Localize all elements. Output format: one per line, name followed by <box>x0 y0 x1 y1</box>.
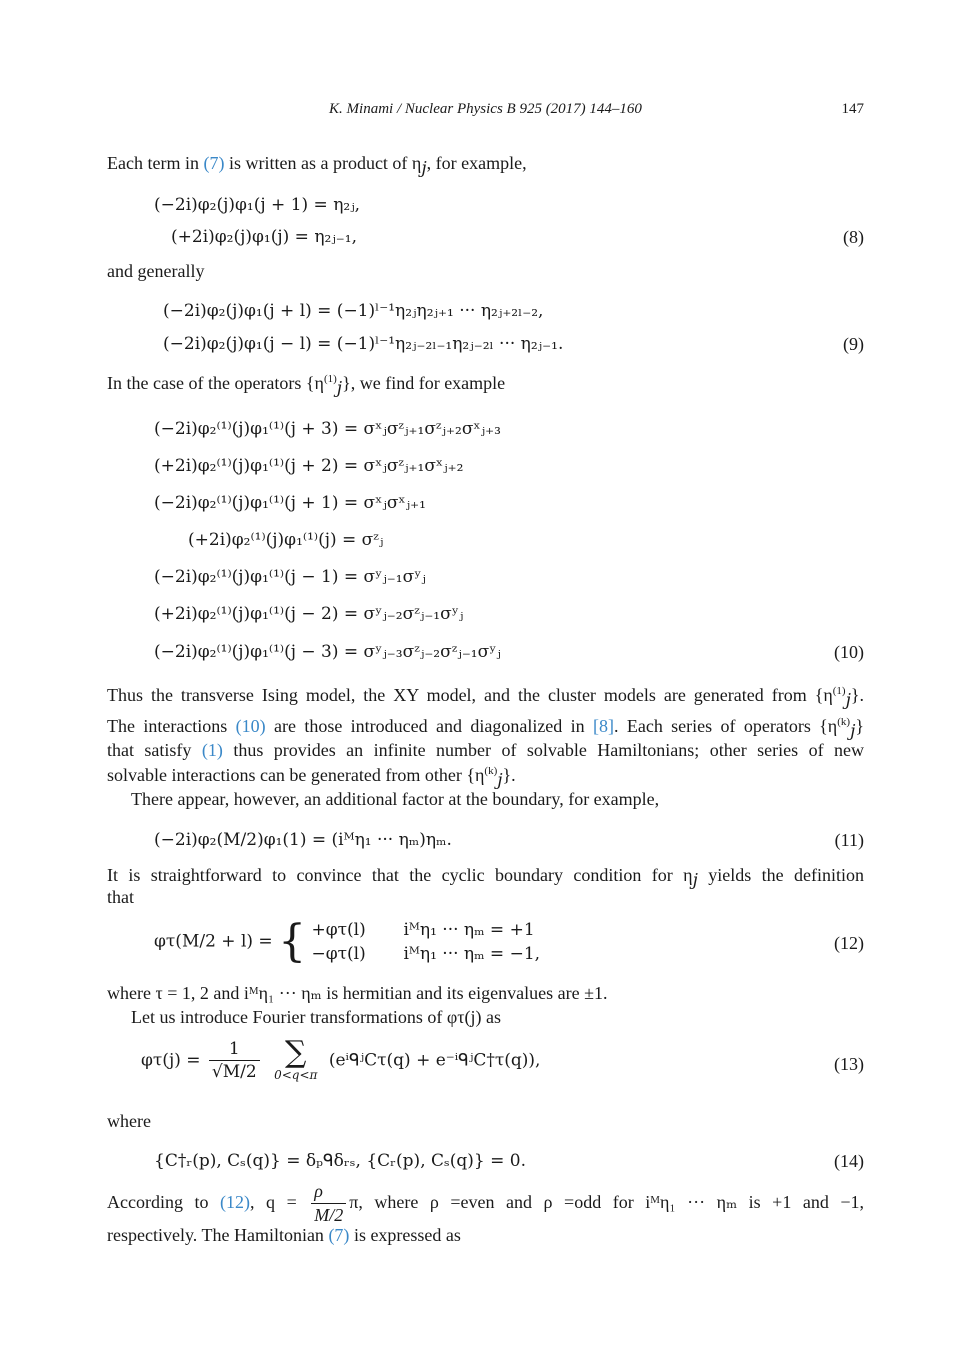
paragraph-models-line-2: The interactions (10) are those introduced and diagonalized in [8]. Each series of operators $\{\eta^{(k)}_j\}$ <box>107 716 864 742</box>
paragraph-boundary: There appear, however, an additional factor at the boundary, for example, <box>131 789 660 809</box>
equation-10-line-7: (−2i)φ₂⁽¹⁾(j)φ₁⁽¹⁾(j − 3) = σʸⱼ₋₃σᶻⱼ₋₂σᶻⱼ₋₁σʸⱼ <box>154 642 501 662</box>
paragraph-according-line-1: According to (12), q = $\frac{\rho}{M/2}$ π, where ρ =even and ρ =odd for iᴹη₁ ··· ηₘ is +1 and −1, <box>107 1180 864 1228</box>
running-title: K. Minami / Nuclear Physics B 925 (2017) 144–160 <box>329 101 642 117</box>
equation-12: φτ(M/2 + l) = { +φτ(l) iᴹη₁ ··· ηₘ = +1 −φτ(l) iᴹη₁ ··· ηₘ = −1, <box>154 916 541 967</box>
equation-10-line-6: (+2i)φ₂⁽¹⁾(j)φ₁⁽¹⁾(j − 2) = σʸⱼ₋₂σᶻⱼ₋₁σʸⱼ <box>154 604 464 624</box>
paragraph-cyclic-line-2: that <box>107 887 134 907</box>
equation-9-line-2: (−2i)φ₂(j)φ₁(j − l) = (−1)ˡ⁻¹η₂ⱼ₋₂ₗ₋₁η₂ⱼ₋₂ₗ ··· η₂ⱼ₋₁. <box>163 334 564 354</box>
equation-14: {C†ᵣ(p), Cₛ(q)} = δₚᑫδᵣₛ, {Cᵣ(p), Cₛ(q)} = 0. <box>154 1151 526 1171</box>
equation-link-7[interactable]: (7) <box>203 153 225 173</box>
paragraph-models-line-4: solvable interactions can be generated from other $\{\eta^{(k)}_j\}$. <box>107 765 516 791</box>
paragraph-models-line-3: that satisfy (1) thus provides an infinite number of solvable Hamiltonians; other series of new <box>107 740 864 760</box>
summation: ∑ 0<q<π <box>274 1035 318 1082</box>
equation-9-line-1: (−2i)φ₂(j)φ₁(j + l) = (−1)ˡ⁻¹η₂ⱼη₂ⱼ₊₁ ··· η₂ⱼ₊₂ₗ₋₂, <box>163 301 544 321</box>
equation-10-line-5: (−2i)φ₂⁽¹⁾(j)φ₁⁽¹⁾(j − 1) = σʸⱼ₋₁σʸⱼ <box>154 567 426 587</box>
equation-number-14: (14) <box>834 1151 864 1171</box>
fraction-rho: $\frac{\rho}{M/2}$ <box>311 1180 346 1228</box>
paragraph-fourier: Let us introduce Fourier transformations of φτ(j) as <box>131 1007 502 1027</box>
equation-13: φτ(j) = $\frac{1}{√M/2}$ ∑ 0<q<π (eⁱᑫʲCτ(q) + e⁻ⁱᑫʲC†τ(q)), <box>141 1035 541 1083</box>
equation-number-11: (11) <box>834 830 864 850</box>
equation-10-line-3: (−2i)φ₂⁽¹⁾(j)φ₁⁽¹⁾(j + 1) = σˣⱼσˣⱼ₊₁ <box>154 493 426 513</box>
paragraph-operators: In the case of the operators $\{\eta^{(1)}_j\}$, we find for example <box>107 373 506 399</box>
citation-link-8[interactable]: [8] <box>593 716 614 736</box>
paragraph-intro: Each term in (7) is written as a product of $\eta_j$, for example, <box>107 153 527 179</box>
paragraph-where: where <box>107 1111 151 1131</box>
fraction: $\frac{1}{√M/2}$ <box>209 1038 260 1083</box>
paragraph-hermitian: where τ = 1, 2 and iᴹη₁ ··· ηₘ is hermitian and its eigenvalues are ±1. <box>107 983 608 1003</box>
equation-link-10[interactable]: (10) <box>235 716 266 736</box>
equation-8-line-1: (−2i)φ₂(j)φ₁(j + 1) = η₂ⱼ, <box>154 195 361 215</box>
equation-10-line-2: (+2i)φ₂⁽¹⁾(j)φ₁⁽¹⁾(j + 2) = σˣⱼσᶻⱼ₊₁σˣⱼ₊₂ <box>154 456 464 476</box>
equation-number-10: (10) <box>834 642 864 662</box>
equation-11: (−2i)φ₂(M/2)φ₁(1) = (iᴹη₁ ··· ηₘ)ηₘ. <box>154 830 452 850</box>
equation-number-12: (12) <box>834 933 864 953</box>
running-header <box>107 100 864 120</box>
paragraph-and-generally: and generally <box>107 261 205 281</box>
paragraph-models-line-1: Thus the transverse Ising model, the XY model, and the cluster models are generated from $\{\eta^{(1)}_j\}$. <box>107 685 864 711</box>
equation-number-13: (13) <box>834 1054 864 1074</box>
paragraph-cyclic-line-1: It is straightforward to convince that the cyclic boundary condition for $\eta_j$ yields the definition <box>107 865 864 891</box>
equation-10-line-1: (−2i)φ₂⁽¹⁾(j)φ₁⁽¹⁾(j + 3) = σˣⱼσᶻⱼ₊₁σᶻⱼ₊₂σˣⱼ₊₃ <box>154 419 501 439</box>
equation-link-1[interactable]: (1) <box>201 740 223 760</box>
equation-number-8: (8) <box>843 227 864 247</box>
paper-page <box>107 0 864 1357</box>
equation-number-9: (9) <box>843 334 864 354</box>
equation-8-line-2: (+2i)φ₂(j)φ₁(j) = η₂ⱼ₋₁, <box>171 227 358 247</box>
paragraph-according-line-2: respectively. The Hamiltonian (7) is expressed as <box>107 1225 461 1245</box>
page-number: 147 <box>841 101 864 117</box>
equation-10-line-4: (+2i)φ₂⁽¹⁾(j)φ₁⁽¹⁾(j) = σᶻⱼ <box>188 530 384 550</box>
equation-link-7-b[interactable]: (7) <box>328 1225 350 1245</box>
left-brace: { <box>278 916 307 967</box>
equation-link-12[interactable]: (12) <box>220 1192 251 1213</box>
equation-12-cases: +φτ(l) iᴹη₁ ··· ηₘ = +1 −φτ(l) iᴹη₁ ··· ηₘ = −1, <box>311 920 541 964</box>
